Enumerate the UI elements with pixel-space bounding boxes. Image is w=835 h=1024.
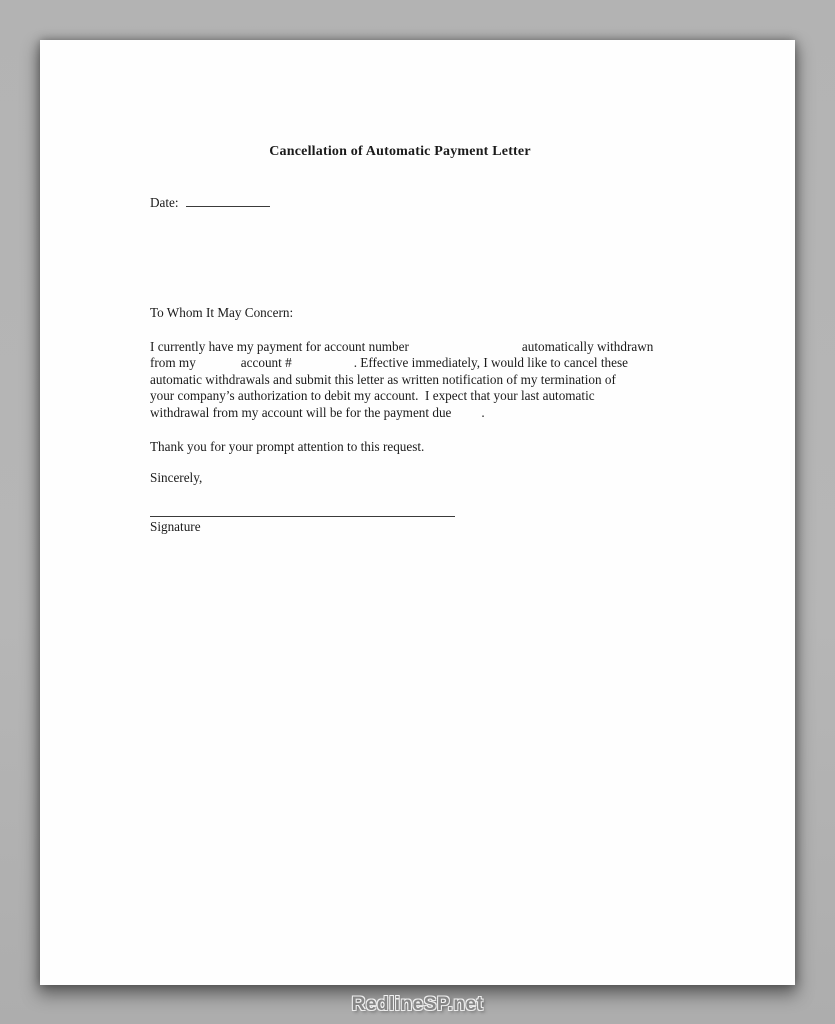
- paragraph-text: automatically withdrawn: [521, 339, 654, 354]
- letter-body-paragraph: [150, 339, 730, 421]
- paragraph-text: from my: [150, 355, 196, 371]
- paragraph-text: your company’s authorization to debit my account. I expect that your last automatic: [150, 388, 595, 404]
- letter-title: Cancellation of Automatic Payment Letter: [269, 144, 531, 159]
- paragraph-line-2: [150, 355, 730, 371]
- signature-block: [150, 516, 455, 535]
- paragraph-text: .: [481, 404, 485, 420]
- blank-bank-name: [196, 366, 241, 367]
- blank-account-no: [292, 366, 354, 367]
- signature-label: Signature: [150, 519, 201, 534]
- letter-page: [40, 40, 795, 985]
- paragraph-line-3: [150, 372, 730, 388]
- valediction: Sincerely,: [150, 470, 203, 485]
- paragraph-line-5: [150, 405, 730, 421]
- date-label: Date:: [150, 195, 179, 210]
- date-blank-line: [186, 192, 270, 207]
- paragraph-text: . Effective immediately, I would like to cancel these: [353, 355, 628, 371]
- watermark-redlinesp: RedlineSP.net: [351, 994, 484, 1015]
- blank-account-number: [409, 350, 522, 351]
- paragraph-line-4: [150, 388, 730, 404]
- salutation: To Whom It May Concern:: [150, 305, 294, 320]
- date-line: [150, 192, 270, 211]
- paragraph-text: account #: [240, 355, 292, 371]
- paragraph-text: automatic withdrawals and submit this letter as written notification of my termination of: [150, 371, 616, 387]
- signature-line: [150, 516, 455, 517]
- paragraph-text: withdrawal from my account will be for the payment due: [150, 404, 452, 420]
- blank-due-date: [451, 416, 481, 417]
- paragraph-line-1: [150, 339, 730, 355]
- paragraph-text: I currently have my payment for account number: [150, 339, 409, 354]
- closing-thanks: Thank you for your prompt attention to this request.: [150, 439, 425, 454]
